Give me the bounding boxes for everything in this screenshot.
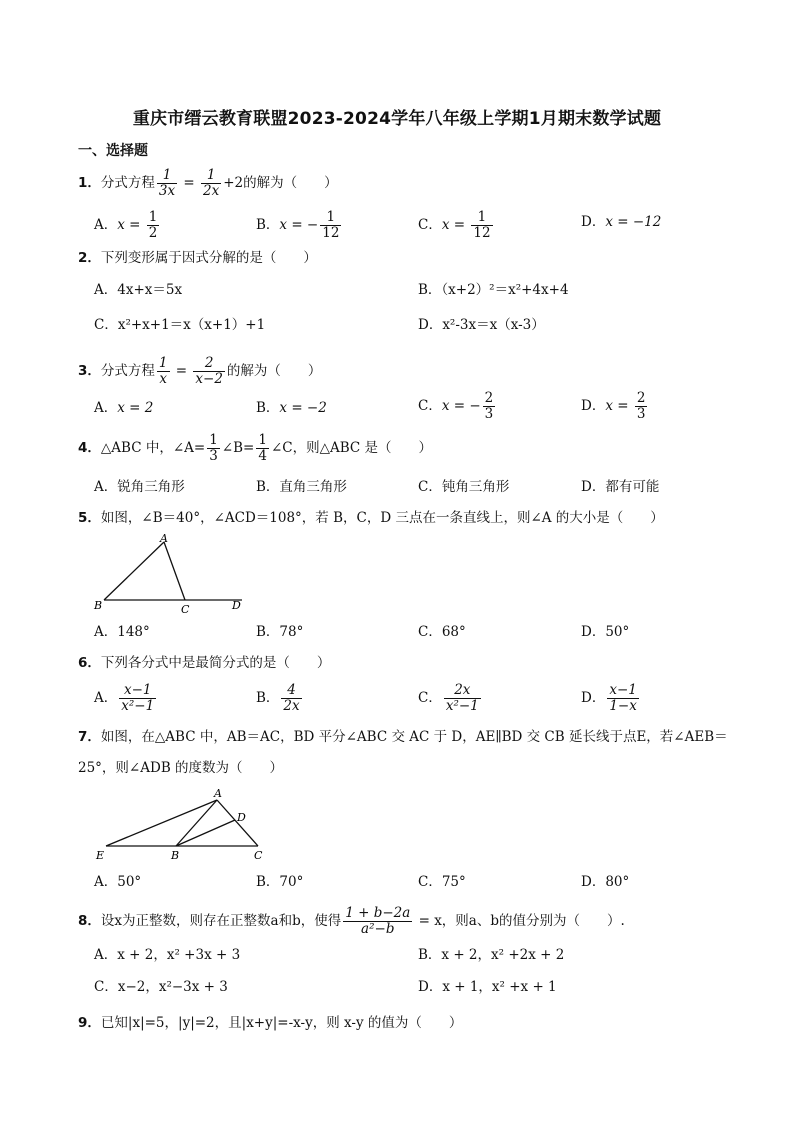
option-c: C．x²+x+1＝x（x+1）+1 — [94, 317, 266, 333]
question-number: 2． — [78, 250, 101, 266]
option-a: A． $\frac{x-1}{\text{x²−1}}$ — [94, 682, 155, 714]
question-number: 1． — [78, 175, 101, 191]
triangle-figure-q5 — [90, 530, 260, 620]
option-b: B．78° — [256, 624, 304, 640]
option-a: A．4x+x＝5x — [94, 282, 183, 298]
label-B: B — [94, 599, 103, 612]
option-b: B． $\frac{4}{2x}$ — [256, 682, 300, 714]
option-d: D．50° — [581, 624, 630, 640]
question-number: 3． — [78, 363, 101, 379]
option-a: A．x + 2，x² +3x + 3 — [94, 947, 241, 963]
question-number: 8． — [78, 913, 101, 929]
option-d: D．都有可能 — [581, 479, 660, 495]
label-A: A — [214, 787, 222, 800]
option-a: A．锐角三角形 — [94, 479, 185, 495]
question-number: 7． — [78, 729, 101, 745]
question-4: 4．△ABC 中，∠A= $\frac{1}{3}$ ∠B= $\frac{1}{4}$ ∠C，则△ABC 是（ ） — [78, 432, 433, 464]
fraction: $\frac{1}{3}$ — [209, 432, 218, 464]
question-7-line-2: 25°，则∠ADB 的度数为（ ） — [78, 760, 284, 776]
option-a: A．148° — [94, 624, 150, 640]
question-7: 7．如图，在△ABC 中，AB＝AC，BD 平分∠ABC 交 AC 于 D，AE∥BD 交 CB 延长线于点E，若∠AEB＝ — [78, 729, 728, 745]
question-5: 5．如图，∠B＝40°，∠ACD＝108°，若 B，C，D 三点在一条直线上，则∠A 的大小是（ ） — [78, 510, 664, 526]
option-c: C．75° — [418, 874, 466, 890]
option-b: B．x = −2 — [256, 400, 327, 416]
fraction: $\frac{1}{2x}$ — [203, 167, 220, 199]
option-b: B．x = − $\frac{1}{12}$ — [256, 209, 340, 241]
label-D: D — [237, 811, 246, 824]
question-number: 5． — [78, 510, 101, 526]
option-c: C．x = $\frac{1}{12}$ — [418, 209, 491, 241]
question-3: 3．分式方程 $\frac{1}{x}$ = $\frac{2}{x-2}$ 的解为（ ） — [78, 355, 322, 387]
option-b: B．直角三角形 — [256, 479, 347, 495]
option-d: D．x = −12 — [581, 214, 662, 230]
fraction: $\frac{2}{x-2}$ — [195, 355, 223, 387]
fraction: $\frac{1 + b-2a}{\text{a²−b}}$ — [345, 905, 411, 937]
question-6: 6．下列各分式中是最简分式的是（ ） — [78, 655, 331, 671]
option-b: B．x + 2，x² +2x + 2 — [418, 947, 565, 963]
label-D: D — [232, 599, 241, 612]
label-C: C — [181, 603, 190, 616]
question-2: 2．下列变形属于因式分解的是（ ） — [78, 250, 317, 266]
option-c: C．x = − $\frac{2}{3}$ — [418, 390, 494, 422]
label-A: A — [160, 532, 168, 545]
option-c: C．68° — [418, 624, 466, 640]
option-c: C．钝角三角形 — [418, 479, 510, 495]
question-1: 1．分式方程 $\frac{1}{3x}$ = $\frac{1}{2x}$ +2的解为（ ） — [78, 167, 338, 199]
fraction: $\frac{1}{x}$ — [158, 355, 168, 387]
option-d: D． $\frac{x-1}{1-x}$ — [581, 682, 637, 714]
option-b: B．70° — [256, 874, 304, 890]
question-number: 4． — [78, 440, 101, 456]
option-a: A．x = $\frac{1}{2}$ — [94, 209, 158, 241]
option-b: B．（x+2）²＝x²+4x+4 — [418, 282, 569, 298]
question-number: 6． — [78, 655, 101, 671]
section-heading: 一、选择题 — [78, 143, 148, 159]
option-c: C．x−2，x²−3x + 3 — [94, 979, 228, 995]
fraction: $\frac{1}{3x}$ — [158, 167, 176, 199]
option-c: C． $\frac{2x}{\text{x²−1}}$ — [418, 682, 479, 714]
option-d: D．x = $\frac{2}{3}$ — [581, 390, 646, 422]
option-d: D．x²-3x＝x（x-3） — [418, 317, 545, 333]
label-C: C — [254, 849, 263, 862]
label-E: E — [96, 849, 105, 862]
page-title: 重庆市缙云教育联盟2023-2024学年八年级上学期1月期末数学试题 — [132, 109, 662, 129]
option-d: D．80° — [581, 874, 630, 890]
option-a: A．50° — [94, 874, 142, 890]
question-number: 9． — [78, 1015, 101, 1031]
triangle-figure-q7 — [92, 786, 272, 864]
question-9: 9．已知|x|=5，|y|=2，且|x+y|=-x-y，则 x-y 的值为（ ） — [78, 1015, 463, 1031]
option-d: D．x + 1，x² +x + 1 — [418, 979, 557, 995]
option-a: A．x = 2 — [94, 400, 154, 416]
label-B: B — [171, 849, 180, 862]
question-8: 8．设x为正整数，则存在正整数a和b，使得 $\frac{1 + b-2a}{\text{a²−b}}$ = x，则a、b的值分别为（ ）. — [78, 905, 625, 937]
fraction: $\frac{1}{4}$ — [258, 432, 267, 464]
